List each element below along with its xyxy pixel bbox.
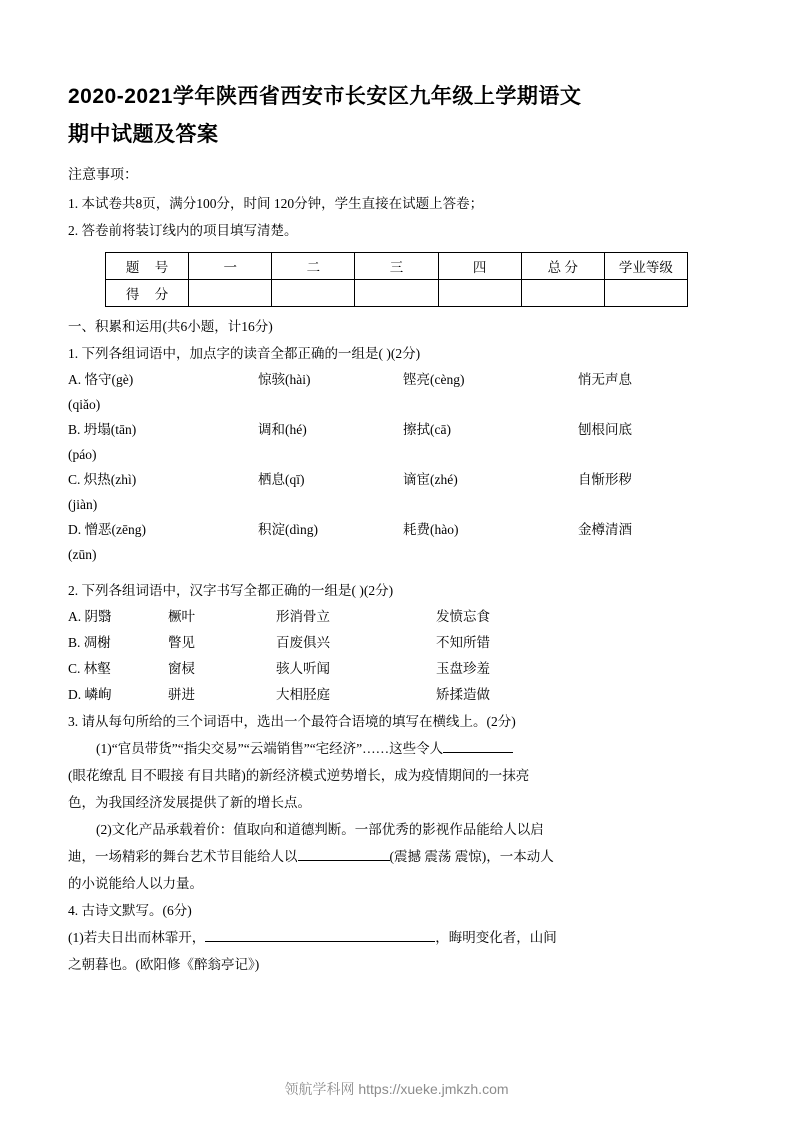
q2-b-col1: B. 凋榭 [68,635,111,650]
q3-sub1-blank[interactable] [443,738,513,753]
question-1-option-c [68,467,725,492]
q1-d-pinyin-cont: (zūn) [68,547,97,562]
q1-d-col1: D. 憎恶(zēng) [68,522,146,537]
q1-b-col4: 刨根问底 [578,422,632,437]
question-3-sub1-line3: 色，为我国经济发展提供了新的增长点。 [68,795,311,810]
q2-c-col1: C. 林壑 [68,661,111,676]
q2-b-col3: 百废俱兴 [276,635,330,650]
q2-a-col2: 橛叶 [168,609,195,624]
notice-item-2: 2. 答卷前将装订线内的项目填写清楚。 [68,223,298,238]
q2-d-col3: 大相胫庭 [276,687,330,702]
q2-d-col2: 骈进 [168,687,195,702]
q1-b-col1: B. 坍塌(tān) [68,422,137,437]
q1-c-col1: C. 炽热(zhì) [68,472,137,487]
score-table-col-1: 一 [189,253,272,280]
question-3-sub2-line1: (2)文化产品承载着价：值取向和道德判断。一部优秀的影视作品能给人以启 [96,822,544,837]
question-2-stem: 2. 下列各组词语中，汉字书写全都正确的一组是( )(2分) [68,583,394,598]
question-2-option-d [68,682,725,708]
q3-sub1-text-a: (1)“官员带货”“指尖交易”“云端销售”“宅经济”……这些令人 [96,741,444,756]
score-table-col-3: 三 [355,253,438,280]
question-1-option-d [68,517,725,542]
score-table-col-2: 二 [272,253,355,280]
question-1-option-a [68,367,725,392]
q2-a-col4: 发愤忘食 [436,609,490,624]
q1-a-pinyin-cont: (qiǎo) [68,397,101,412]
score-table-col-4: 四 [438,253,521,280]
q4-text-b: ，晦明变化者，山间 [435,930,557,945]
question-3-sub2-line3: 的小说能给人以力量。 [68,876,203,891]
q2-c-col3: 骇人听闻 [276,661,330,676]
footer-watermark: 领航学科网 https://xueke.jmkzh.com [284,1081,509,1097]
q4-text-a: (1)若夫日出而林霏开， [68,930,206,945]
q2-b-col4: 不知所错 [436,635,490,650]
score-table [105,252,688,307]
question-2-option-b [68,630,725,656]
q1-b-pinyin-cont: (páo) [68,447,97,462]
q1-b-col2: 调和(hé) [258,422,307,437]
score-cell-2 [272,280,355,307]
q1-a-col4: 悄无声息 [578,372,632,387]
table-row [106,253,688,280]
page-title-line1: 2020-2021学年陕西省西安市长安区九年级上学期语文 [68,85,582,108]
question-4-stem: 4. 古诗文默写。(6分) [68,903,192,918]
score-table-col-5: 总 分 [521,253,604,280]
q4-blank[interactable] [205,927,435,942]
q3-sub2-text-b: 迪，一场精彩的舞台艺术节目能给人以 [68,849,298,864]
question-1-option-b [68,417,725,442]
question-4-line1 [68,924,725,951]
q1-c-col2: 栖息(qī) [258,472,305,487]
question-2-option-c [68,656,725,682]
q1-a-col1: A. 恪守(gè) [68,372,134,387]
table-row [106,280,688,307]
score-cell-3 [355,280,438,307]
q2-c-col4: 玉盘珍羞 [436,661,490,676]
q3-sub2-blank[interactable] [298,846,390,861]
q1-a-col3: 铿亮(cèng) [403,372,465,387]
score-cell-4 [438,280,521,307]
section-heading-1: 一、积累和运用(共6小题，计16分) [68,319,273,334]
question-3-stem: 3. 请从每句所给的三个词语中，选出一个最符合语境的填写在横线上。(2分) [68,714,516,729]
question-3-sub1-line2: (眼花缭乱 目不暇接 有目共睹)的新经济模式逆势增长，成为疫情期间的一抹亮 [68,768,530,783]
q2-d-col4: 矫揉造做 [436,687,490,702]
q1-c-col3: 谪宦(zhé) [403,472,458,487]
q1-b-col3: 擦拭(cā) [403,422,451,437]
q2-a-col1: A. 阴翳 [68,609,112,624]
q1-d-col3: 耗费(hào) [403,522,459,537]
page-title [68,78,725,154]
q2-b-col2: 瞥见 [168,635,195,650]
score-cell-1 [189,280,272,307]
q1-c-pinyin-cont: (jiàn) [68,497,98,512]
q2-c-col2: 窗棂 [168,661,195,676]
notice-item-1: 1. 本试卷共8页，满分100分，时间 120分钟，学生直接在试题上答卷； [68,196,484,211]
score-cell-5 [521,280,604,307]
question-4-line2: 之朝暮也。(欧阳修《醉翁亭记》) [68,957,260,972]
q1-c-col4: 自惭形秽 [578,472,632,487]
q1-a-col2: 惊骇(hài) [258,372,311,387]
notice-heading: 注意事项： [68,168,138,183]
q2-a-col3: 形消骨立 [276,609,330,624]
score-table-row-label-2: 得 分 [106,280,189,307]
page-title-line2: 期中试题及答案 [68,123,219,146]
question-2-option-a [68,604,725,630]
q1-d-col2: 积淀(dìng) [258,522,318,537]
question-3-sub2-line2 [68,843,725,870]
q1-d-col4: 金樽清酒 [578,522,632,537]
score-table-row-label: 题 号 [106,253,189,280]
score-cell-6 [604,280,687,307]
question-3-sub1-line1 [68,735,725,762]
q3-sub2-text-c: (震撼 震荡 震惊)，一本动人 [389,849,554,864]
score-table-col-6: 学业等级 [604,253,687,280]
question-1-stem: 1. 下列各组词语中，加点字的读音全都正确的一组是( )(2分) [68,346,421,361]
q2-d-col1: D. 嶙峋 [68,687,112,702]
